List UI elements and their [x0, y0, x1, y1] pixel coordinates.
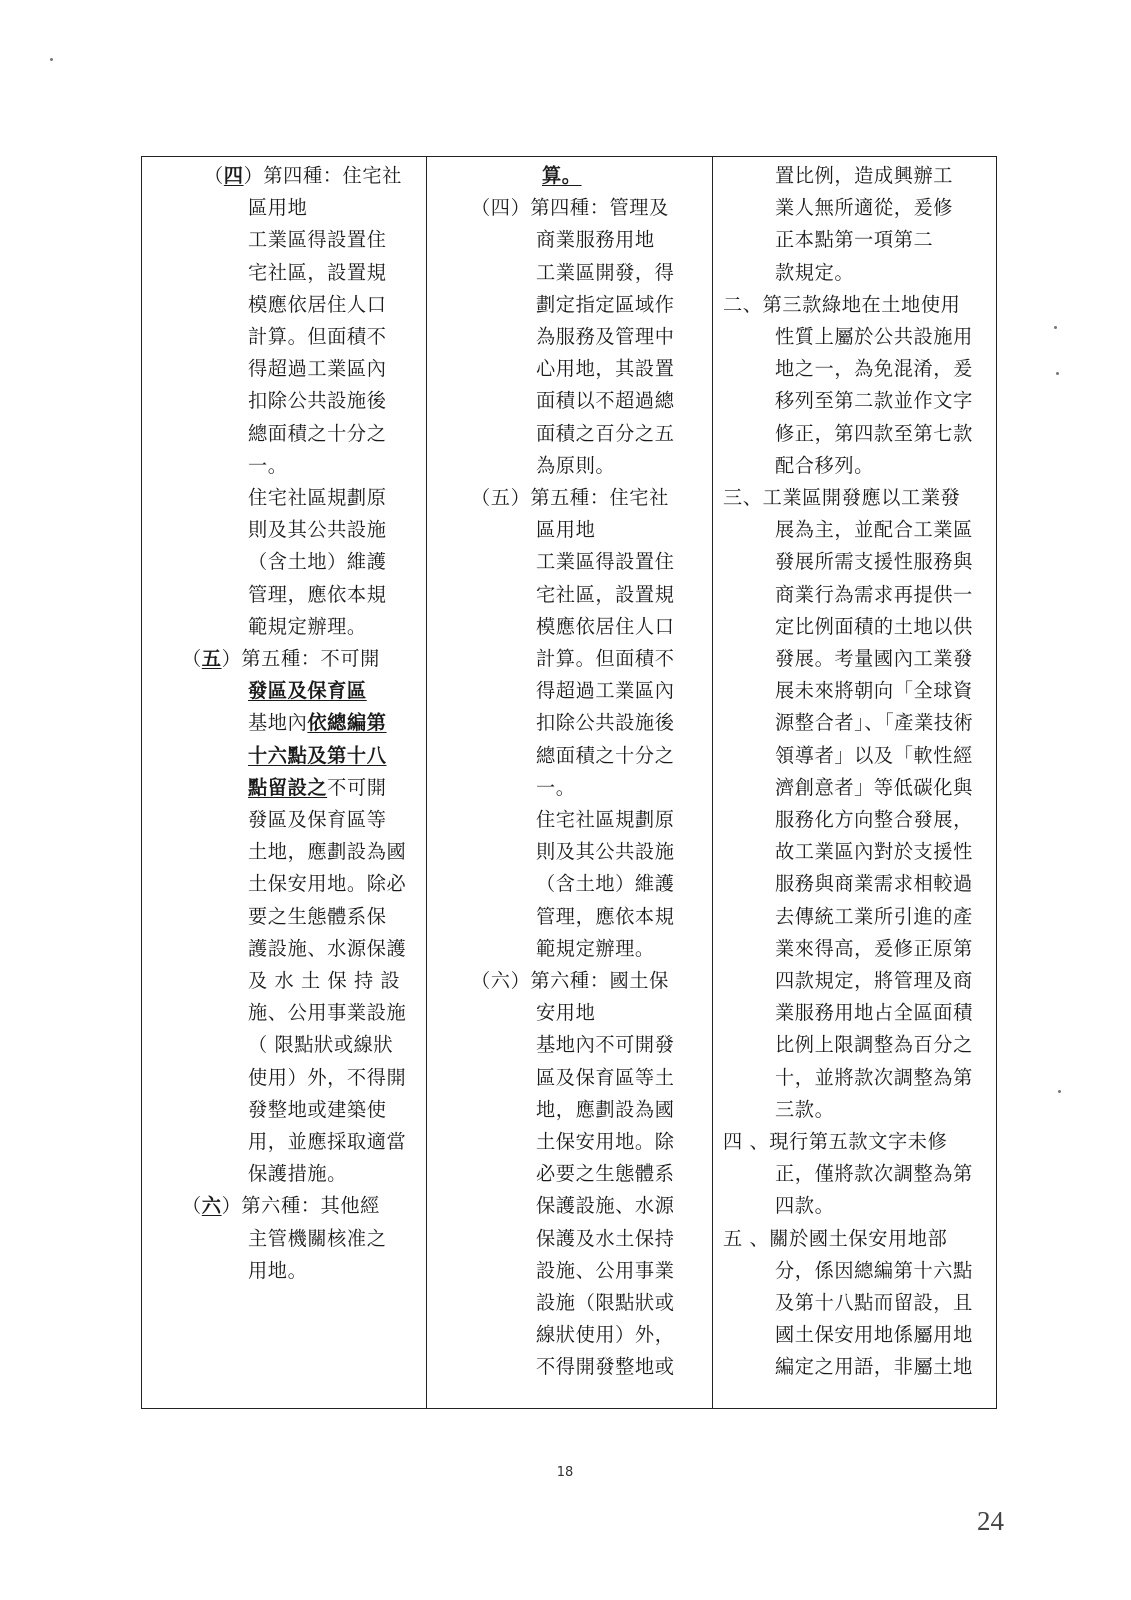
text-line: 發展所需支援性服務與: [775, 550, 973, 574]
text-line: 地之一，為免混淆，爰: [775, 357, 973, 381]
text-line: 劃定指定區域作: [536, 292, 675, 316]
text-line: 業人無所適從，爰修: [775, 196, 954, 220]
text-line: 則及其公共設施: [248, 518, 387, 542]
scan-speck: [1056, 372, 1059, 375]
text-line: 服務與商業需求相較過: [775, 872, 973, 896]
text-line: 護設施、水源保護: [248, 936, 407, 960]
text-line: （四）第四種：管理及: [471, 196, 669, 220]
text-line: 宅社區，設置規: [248, 260, 387, 284]
text-line: （含土地）維護: [536, 872, 675, 896]
scan-speck: [50, 58, 53, 61]
text-line: 商業服務用地: [536, 228, 655, 252]
text-line: 國土保安用地係屬用地: [775, 1323, 973, 1347]
text-line: 去傳統工業所引進的產: [775, 904, 973, 928]
text-line: 點留設之不可開: [248, 775, 387, 799]
text-line: 總面積之十分之: [536, 743, 675, 767]
text-line: 四 、現行第五款文字未修: [723, 1130, 948, 1153]
text-line: 故工業區內對於支援性: [775, 840, 973, 864]
text-line: 主管機關核准之: [248, 1226, 387, 1250]
text-line: 編定之用語，非屬土地: [775, 1355, 973, 1379]
text-line: 不得開發整地或: [536, 1355, 675, 1379]
text-line: 源整合者」、「產業技術: [775, 711, 974, 735]
text-line: 模應依居住人口: [248, 292, 387, 316]
text-line: 必要之生態體系: [536, 1162, 675, 1186]
text-line: 基地內不可開發: [536, 1033, 675, 1057]
text-line: 性質上屬於公共設施用: [775, 325, 973, 348]
text-line: 款規定。: [775, 260, 855, 284]
text-line: （四）第四種：住宅社: [204, 164, 402, 187]
text-line: 三、工業區開發應以工業發: [723, 486, 961, 509]
text-line: 算。: [542, 164, 582, 187]
text-line: 為原則。: [536, 453, 616, 477]
text-line: 業來得高，爰修正原第: [775, 936, 973, 960]
text-line: （五）第五種：不可開: [182, 647, 380, 670]
text-line: 濟創意者」等低碳化與: [775, 775, 973, 799]
text-line: 宅社區，設置規: [536, 582, 675, 606]
text-line: 施、公用事業設施: [248, 1001, 407, 1025]
text-line: 正，僅將款次調整為第: [775, 1162, 973, 1186]
page-number-inner: 18: [556, 1465, 574, 1480]
text-line: 發整地或建築使: [248, 1097, 387, 1121]
text-line: 保護措施。: [248, 1162, 347, 1186]
text-line: 二、第三款綠地在土地使用: [723, 292, 961, 316]
text-line: （ 限點狀或線狀: [248, 1033, 394, 1057]
text-line: 工業區得設置住: [248, 228, 387, 252]
text-line: 及 水 土 保 持 設: [248, 969, 401, 992]
text-line: 扣除公共設施後: [536, 711, 675, 735]
text-line: 得超過工業區內: [248, 357, 387, 381]
text-line: 用，並應採取適當: [248, 1130, 407, 1153]
text-line: 範規定辦理。: [248, 614, 367, 638]
text-line: 範規定辦理。: [536, 936, 655, 960]
text-line: 服務化方向整合發展，: [775, 808, 973, 831]
text-line: 住宅社區規劃原: [536, 808, 675, 831]
text-line: （五）第五種：住宅社: [471, 486, 669, 509]
text-line: 要之生態體系保: [248, 904, 387, 928]
text-line: 一。: [248, 453, 288, 477]
text-line: 修正，第四款至第七款: [775, 421, 973, 445]
text-line: 比例上限調整為百分之: [775, 1033, 973, 1057]
text-line: 設施（限點狀或: [536, 1291, 675, 1314]
text-line: 管理，應依本規: [248, 582, 387, 606]
text-line: 則及其公共設施: [536, 840, 675, 864]
text-line: 心用地，其設置: [536, 357, 675, 381]
text-line: 計算。但面積不: [248, 325, 387, 348]
text-line: 總面積之十分之: [248, 421, 387, 445]
text-line: 四款規定，將管理及商: [775, 969, 973, 992]
text-line: 線狀使用）外，: [536, 1323, 675, 1347]
text-line: 計算。但面積不: [536, 647, 675, 670]
text-line: （六）第六種：其他經: [182, 1194, 380, 1218]
text-line: 基地內依總編第: [248, 711, 387, 735]
text-line: 分，係因總編第十六點: [775, 1258, 973, 1282]
text-line: 發展。考量國內工業發: [775, 647, 973, 670]
text-line: 展為主，並配合工業區: [775, 518, 973, 542]
text-line: 扣除公共設施後: [248, 389, 387, 413]
text-line: 面積之百分之五: [536, 421, 675, 445]
text-line: 使用）外，不得開: [248, 1065, 407, 1089]
column-explanation: [713, 157, 996, 1408]
text-line: （含土地）維護: [248, 550, 387, 574]
page-number-outer: 24: [977, 1506, 1004, 1536]
text-line: 及第十八點而留設，且: [775, 1291, 973, 1314]
text-line: 為服務及管理中: [536, 325, 675, 348]
text-line: 住宅社區規劃原: [248, 486, 387, 509]
text-line: 發區及保育區: [248, 679, 367, 703]
text-line: 區用地: [248, 196, 308, 220]
text-line: 正本點第一項第二: [775, 228, 934, 252]
text-line: 業服務用地占全區面積: [775, 1001, 973, 1025]
scan-speck: [1054, 326, 1057, 329]
text-line: 一。: [536, 775, 576, 799]
text-line: 設施、公用事業: [536, 1258, 675, 1282]
text-line: 區及保育區等土: [536, 1065, 675, 1089]
text-line: 管理，應依本規: [536, 904, 675, 928]
text-line: 十六點及第十八: [248, 743, 387, 767]
text-line: 三款。: [775, 1097, 835, 1121]
text-line: 土地，應劃設為國: [248, 840, 407, 864]
scan-speck: [1058, 1090, 1061, 1093]
text-line: 面積以不超過總: [536, 389, 675, 413]
text-line: 地，應劃設為國: [536, 1097, 675, 1121]
text-line: 移列至第二款並作文字: [775, 389, 973, 413]
text-line: 安用地: [536, 1001, 596, 1025]
text-line: 工業區開發，得: [536, 260, 675, 284]
text-line: 模應依居住人口: [536, 614, 675, 638]
column-current: [142, 157, 427, 1408]
text-line: 用地。: [248, 1258, 308, 1282]
text-line: 土保安用地。除: [536, 1130, 675, 1153]
text-line: 配合移列。: [775, 453, 874, 477]
text-line: 展未來將朝向「全球資: [775, 679, 973, 703]
text-line: 四款。: [775, 1194, 835, 1218]
text-line: 土保安用地。除必: [248, 872, 407, 896]
text-line: 十，並將款次調整為第: [775, 1065, 973, 1089]
text-line: 保護及水土保持: [536, 1226, 675, 1250]
column-amended: [427, 157, 713, 1408]
text-line: 區用地: [536, 518, 596, 542]
text-line: 五 、關於國土保安用地部: [723, 1226, 948, 1250]
text-line: 置比例，造成興辦工: [775, 164, 954, 187]
text-line: 保護設施、水源: [536, 1194, 675, 1218]
text-line: 工業區得設置住: [536, 550, 675, 574]
text-line: 發區及保育區等: [248, 808, 387, 831]
text-line: 定比例面積的土地以供: [775, 614, 973, 638]
text-line: 領導者」以及「軟性經: [775, 743, 973, 767]
text-line: （六）第六種：國土保: [471, 969, 669, 992]
text-line: 商業行為需求再提供一: [775, 582, 973, 606]
comparison-table: [141, 156, 997, 1409]
text-line: 得超過工業區內: [536, 679, 675, 703]
